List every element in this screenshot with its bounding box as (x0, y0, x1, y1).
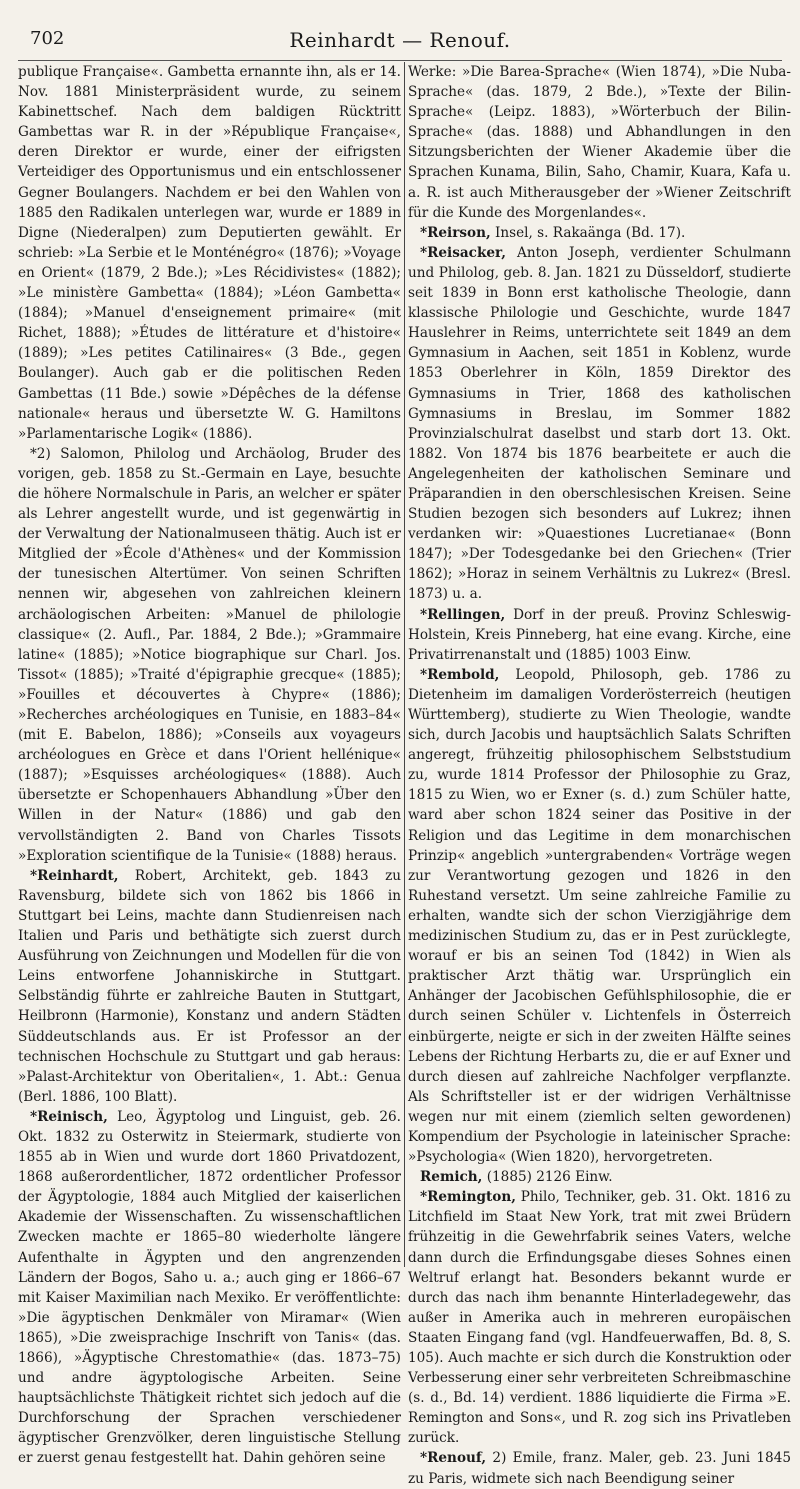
entry-headword: *Reirson, (420, 224, 491, 241)
left-column (18, 62, 401, 1467)
entry-headword: *Reinhardt, (30, 867, 119, 884)
page-number: 702 (30, 28, 65, 49)
entry-headword: *Reisacker, (420, 244, 506, 261)
entry-text: Leopold, Philosoph, geb. 1786 zu Dietenheim im damaligen Vorderösterreich (heutigen Württemberg), studierte zu Wien Theologie, wandte sich, durch Jacobis und hauptsächlich Salats Schriften angeregt, frühzeitig philosophischem Selbststudium zu, wurde 1814 Professor der Philosophie zu Graz, 1815 zu Wien, wo er Exner (s. d.) zum Schüler hatte, ward aber schon 1824 seiner das Positive in der Religion und das Legitime in dem monarchischen Prinzip« angeblich »untergrabenden« Vorträge wegen zur Verantwortung gezogen und 1826 in den Ruhestand versetzt. Um seine zahlreiche Familie zu erhalten, wandte sich der schon Vierzigjährige dem medizinischen Studium zu, das er in Pest zurücklegte, worauf er bis an seinen Tod (1842) in Wien als praktischer Arzt thätig war. Ursprünglich ein Anhänger der Jacobischen Gefühlsphilosophie, die er durch seinen Schüler v. Lichtenfels in Österreich einbürgerte, neigte er sich in der zweiten Hälfte seines Lebens der Richtung Herbarts zu, die er auf Exner und durch diesen auf zahlreiche Nachfolger verpflanzte. Als Schriftsteller ist er der widrigen Verhältnisse wegen nur mit einem (ziemlich selten gewordenen) Kompendium der Psychologie in lateinischer Sprache: »Psychologia« (Wien 1820), hervorgetreten. (408, 666, 791, 1166)
dictionary-entry (18, 62, 401, 444)
dictionary-entry (408, 665, 791, 1167)
entry-text: *2) Salomon, Philolog und Archäolog, Bruder des vorigen, geb. 1858 zu St.-Germain en Laye, besuchte die höhere Normalschule in Paris, an welcher er später als Lehrer angestellt wurde, und ist gegenwärtig in der Verwaltung der Nationalmuseen thätig. Auch ist er Mitglied der »École d'Athènes« und der Kommission der tunesischen Altertümer. Von seinen Schriften nennen wir, abgesehen von zahlreichen kleinern archäologischen Arbeiten: »Manuel de philologie classique« (2. Aufl., Par. 1884, 2 Bde.); »Grammaire latine« (1885); »Notice biographique sur Charl. Jos. Tissot« (1885); »Traité d'épigraphie grecque« (1885); »Fouilles et découvertes à Chypre« (1886); »Recherches archéologiques en Tunisie, en 1883–84« (mit E. Babelon, 1886); »Conseils aux voyageurs archéologues en Grèce et dans l'Orient hellénique« (1887); »Esquisses archéologiques« (1888). Auch übersetzte er Schopenhauers Abhandlung »Über den Willen in der Natur« (1886) und gab den vervollständigten 2. Band von Charles Tissots »Exploration scientifique de la Tunisie« (1888) heraus. (18, 445, 401, 864)
entry-text: Werke: »Die Barea-Sprache« (Wien 1874), »Die Nuba-Sprache« (das. 1879, 2 Bde.), »Texte der Bilin-Sprache« (Leipz. 1883), »Wörterbuch der Bilin-Sprache« (das. 1888) und Abhandlungen in den Sitzungsberichten der Wiener Akademie über die Sprachen Kunama, Bilin, Saho, Chamir, Kuara, Kafa u. a. R. ist auch Mitherausgeber der »Wiener Zeitschrift für die Kunde des Morgenlandes«. (408, 64, 791, 221)
dictionary-entry (408, 1167, 791, 1187)
entry-headword: *Remington, (420, 1189, 516, 1206)
dictionary-entry (408, 243, 791, 605)
entry-text: Insel, s. Rakaänga (Bd. 17). (490, 224, 686, 241)
dictionary-entry (408, 62, 791, 223)
entry-text: Leo, Ägyptolog und Linguist, geb. 26. Okt. 1832 zu Osterwitz in Steiermark, studierte von 1855 ab in Wien und wurde dort 1860 Privatdozent, 1868 außerordentlicher, 1872 ordentlicher Professor der Ägyptologie, 1884 auch Mitglied der kaiserlichen Akademie der Wissenschaften. Zu wissenschaftlichen Zwecken machte er 1865–80 wiederholte längere Aufenthalte in Ägypten und den angrenzenden Ländern der Bogos, Saho u. a.; auch ging er 1866–67 mit Kaiser Maximilian nach Mexiko. Er veröffentlichte: »Die ägyptischen Denkmäler von Miramar« (Wien 1865), »Die zweisprachige Inschrift von Tanis« (das. 1866), »Ägyptische Chrestomathie« (das. 1873–75) und andre ägyptologische Arbeiten. Seine hauptsächlichste Thätigkeit richtet sich jedoch auf die Durchforschung der Sprachen verschiedener ägyptischer Grenzvölker, deren linguistische Stellung er zuerst genau festgestellt hat. Dahin gehören seine (18, 1108, 401, 1467)
entry-text: Philo, Techniker, geb. 31. Okt. 1816 zu Litchfield im Staat New York, trat mit zwei Brüdern frühzeitig in die Gewehrfabrik seines Vaters, welche dann durch die Erfindungsgabe dieses Sohnes einen Weltruf erlangt hat. Besonders bekannt wurde er durch das nach ihm benannte Hinterladegewehr, das außer in Amerika auch in mehreren europäischen Staaten Eingang fand (vgl. Handfeuerwaffen, Bd. 8, S. 105). Auch machte er sich durch die Konstruktion oder Verbesserung einer sehr verbreiteten Schreibmaschine (s. d., Bd. 14) verdient. 1886 liquidierte die Firma »E. Remington and Sons«, und R. zog sich ins Privatleben zurück. (408, 1189, 791, 1447)
entry-text: Robert, Architekt, geb. 1843 zu Ravensburg, bildete sich von 1862 bis 1866 in Stuttgart bei Leins, machte dann Studienreisen nach Italien und Paris und bethätigte sich zuerst durch Ausführung von Zeichnungen und Modellen für die von Leins entworfene Johanniskirche in Stuttgart. Selbständig führte er zahlreiche Bauten in Stuttgart, Heilbronn (Harmonie), Konstanz und andern Städten Süddeutschlands aus. Er ist Professor an der technischen Hochschule zu Stuttgart und gab heraus: »Palast-Architektur von Oberitalien«, 1. Abt.: Genua (Berl. 1886, 100 Blatt). (18, 867, 401, 1105)
page-header (22, 14, 778, 56)
dictionary-entry (408, 1448, 791, 1488)
entry-headword: *Rellingen, (420, 606, 506, 623)
dictionary-entry (408, 605, 791, 665)
entry-headword: Remich, (420, 1169, 483, 1186)
header-rule (18, 60, 782, 61)
dictionary-entry (408, 1187, 791, 1448)
dictionary-entry (18, 1107, 401, 1469)
dictionary-entry (18, 866, 401, 1107)
entry-text: Dorf in der preuß. Provinz Schleswig-Holstein, Kreis Pinneberg, hat eine evang. Kirche, eine Privatirrenanstalt und (1885) 1003 Einw. (408, 606, 791, 663)
dictionary-entry (18, 444, 401, 866)
entry-headword: *Renouf, (420, 1450, 487, 1467)
entry-text: 2) Emile, franz. Maler, geb. 23. Juni 1845 zu Paris, widmete sich nach Beendigung seiner (408, 1450, 791, 1487)
column-divider (404, 62, 405, 1267)
entry-text: Anton Joseph, verdienter Schulmann und Philolog, geb. 8. Jan. 1821 zu Düsseldorf, studierte seit 1839 in Bonn erst katholische Theologie, dann klassische Philologie und Geschichte, wurde 1847 Hauslehrer in Reims, unterrichtete seit 1849 an dem Gymnasium in Aachen, seit 1851 in Koblenz, wurde 1853 Oberlehrer in Köln, 1859 Direktor des Gymnasiums in Trier, 1868 des katholischen Gymnasiums in Breslau, im Sommer 1882 Provinzialschulrat daselbst und starb dort 13. Okt. 1882. Von 1874 bis 1876 bearbeitete er auch die Angelegenheiten der katholischen Seminare und Präparandien in den oberschlesischen Kreisen. Seine Studien bezogen sich besonders auf Lukrez; ihnen verdanken wir: »Quaestiones Lucretianae« (Bonn 1847); »Der Todesgedanke bei den Griechen« (Trier 1862); »Horaz in seinem Verhältnis zu Lukrez« (Bresl. 1873) u. a. (408, 244, 791, 603)
entry-headword: *Rembold, (420, 666, 500, 683)
entry-headword: *Reinisch, (30, 1108, 108, 1125)
running-title: Reinhardt — Renouf. (289, 28, 511, 52)
dictionary-entry (408, 223, 791, 243)
right-column (408, 62, 791, 1487)
entry-text: publique Française«. Gambetta ernannte ihn, als er 14. Nov. 1881 Ministerpräsident wurde, zu seinem Kabinettschef. Nach dem baldigen Rücktritt Gambettas war R. in der »République Française«, deren Direktor er wurde, einer der eifrigsten Verteidiger des Opportunismus und ein entschlossener Gegner Boulangers. Nachdem er bei den Wahlen von 1885 den Radikalen unterlegen war, wurde er 1889 in Digne (Niederalpen) zum Deputierten gewählt. Er schrieb: »La Serbie et le Monténégro« (1876); »Voyage en Orient« (1879, 2 Bde.); »Les Récidivistes« (1882); »Le ministère Gambetta« (1884); »Léon Gambetta« (1884); »Manuel d'enseignement primaire« (mit Richet, 1888); »Études de littérature et d'histoire« (1889); »Les petites Catilinaires« (3 Bde., gegen Boulanger). Auch gab er die politischen Reden Gambettas (11 Bde.) sowie »Dépêches de la défense nationale« heraus und übersetzte W. G. Hamiltons »Parlamentarische Logik« (1886). (18, 64, 401, 442)
entry-text: (1885) 2126 Einw. (482, 1169, 613, 1186)
